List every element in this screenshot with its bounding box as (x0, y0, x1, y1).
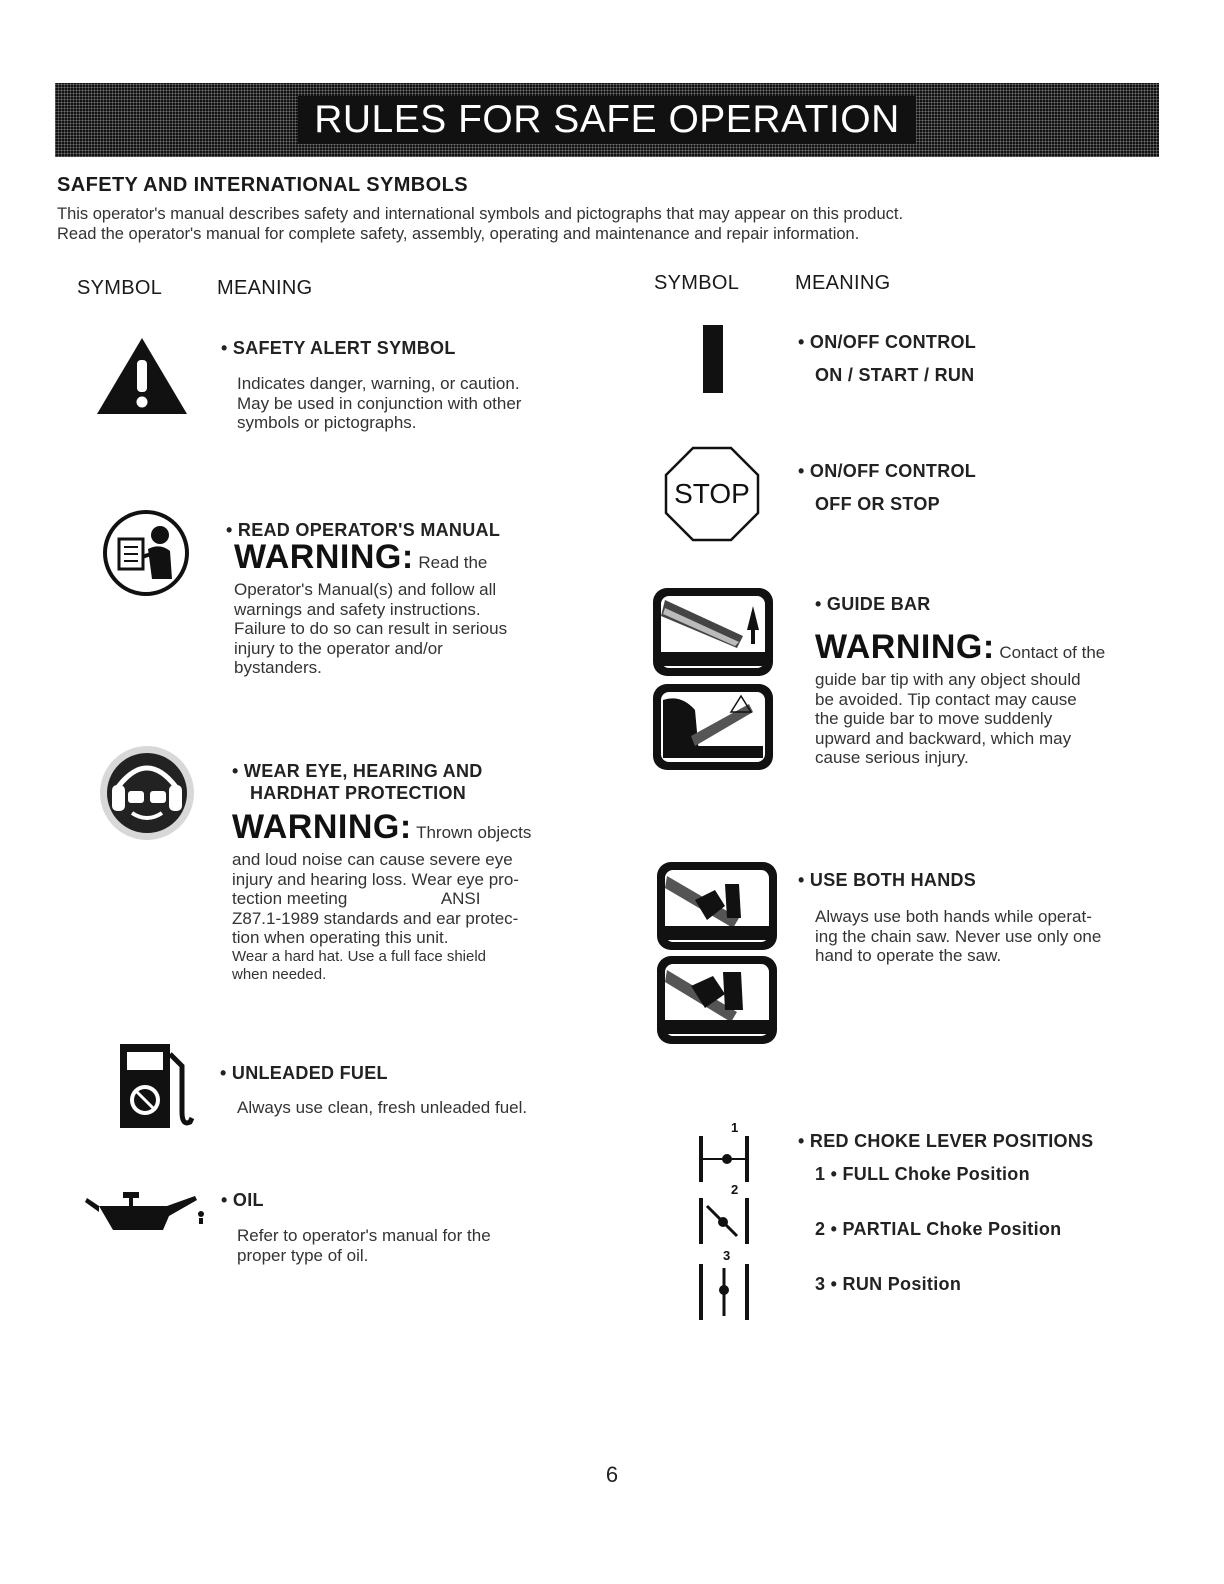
choke-lever-positions-icon (693, 1118, 757, 1324)
read-manual-icon (102, 507, 190, 599)
warning-line (234, 540, 507, 580)
text-line: be avoided. Tip contact may cause (815, 689, 1077, 709)
text-line: hand to operate the saw. (815, 946, 1002, 965)
text-line: injury to the operator and/or (234, 638, 443, 658)
warning-text: Contact of the (999, 643, 1106, 662)
eye-hearing-hardhat-icon (98, 743, 196, 843)
text-line: May be used in conjunction with other (237, 393, 522, 413)
text-line: bystanders. (234, 658, 322, 677)
fuel-pump-icon (116, 1040, 200, 1132)
text-line: Wear a hard hat. Use a full face shield (232, 947, 487, 965)
both-hands-description (815, 907, 1101, 966)
text-line: Indicates danger, warning, or caution. (237, 374, 520, 393)
protection-warning (232, 810, 531, 984)
oil-title: • OIL (221, 1190, 264, 1210)
title-banner (55, 83, 1159, 157)
guide-bar-warning (815, 630, 1105, 768)
warning-text: Read the (418, 553, 488, 572)
choke-position-number-3: 3 (723, 1248, 731, 1263)
text-line: when needed. (232, 965, 327, 983)
warning-label: WARNING: (232, 808, 412, 846)
both-hands-icon (655, 860, 779, 1046)
choke-title: • RED CHOKE LEVER POSITIONS (798, 1131, 1094, 1151)
text-line: Operator's Manual(s) and follow all (234, 580, 497, 599)
on-bar-icon (697, 323, 729, 395)
oil-description (237, 1226, 491, 1265)
choke-position-number-2: 2 (731, 1182, 739, 1197)
read-manual-title: • READ OPERATOR'S MANUAL (226, 520, 501, 540)
intro-line-2: Read the operator's manual for complete safety, assembly, operating and maintenance and repair information. (57, 225, 860, 243)
choke-position-2: 2 • PARTIAL Choke Position (815, 1219, 1062, 1239)
text-line: Refer to operator's manual for the (237, 1226, 491, 1245)
text-line: the guide bar to move suddenly (815, 709, 1053, 728)
text-line: ing the chain saw. Never use only one (815, 926, 1102, 946)
text-line: warnings and safety instructions. (234, 599, 481, 619)
title-line: • WEAR EYE, HEARING AND (232, 761, 483, 781)
safety-alert-title: • SAFETY ALERT SYMBOL (221, 338, 456, 358)
banner-title: RULES FOR SAFE OPERATION (298, 96, 916, 144)
stop-sign-icon (663, 445, 761, 543)
page-number: 6 (605, 1462, 619, 1487)
text-line: proper type of oil. (237, 1245, 369, 1265)
choke-position-1: 1 • FULL Choke Position (815, 1164, 1030, 1184)
both-hands-title: • USE BOTH HANDS (798, 870, 977, 890)
choke-position-3: 3 • RUN Position (815, 1274, 962, 1294)
text-line: guide bar tip with any object should (815, 670, 1081, 689)
stop-sign-text: STOP (674, 478, 750, 509)
text-line: cause serious injury. (815, 748, 969, 767)
warning-text: Thrown objects (416, 823, 532, 842)
choke-position-number-1: 1 (731, 1120, 739, 1135)
text-line: Always use both hands while operat- (815, 907, 1092, 926)
intro-line-1: This operator's manual describes safety and international symbols and pictographs that may appear on this product. (57, 205, 904, 223)
safety-alert-icon (95, 336, 189, 416)
on-control-title: • ON/OFF CONTROL (798, 332, 977, 352)
text-line: symbols or pictographs. (237, 413, 417, 432)
section-title: SAFETY AND INTERNATIONAL SYMBOLS (57, 174, 468, 196)
fuel-title: • UNLEADED FUEL (220, 1063, 388, 1083)
warning-line (232, 810, 531, 850)
oil-can-icon (83, 1188, 211, 1232)
warning-label: WARNING: (815, 628, 995, 666)
text-line: Z87.1-1989 standards and ear protec- (232, 908, 519, 928)
left-meaning-header: MEANING (217, 277, 313, 299)
text-line: injury and hearing loss. Wear eye pro- (232, 869, 519, 889)
guide-bar-title: • GUIDE BAR (815, 594, 931, 614)
off-control-subtitle: OFF OR STOP (815, 494, 940, 514)
on-control-subtitle: ON / START / RUN (815, 365, 975, 385)
text-line: and loud noise can cause severe eye (232, 850, 513, 869)
guide-bar-kickback-icon (651, 586, 775, 772)
text-line: tection meeting ANSI (232, 889, 481, 908)
safety-alert-description (237, 374, 521, 433)
text-line: upward and backward, which may (815, 728, 1072, 748)
right-meaning-header: MEANING (795, 272, 891, 294)
section-intro (57, 204, 1167, 244)
left-symbol-header: SYMBOL (77, 277, 163, 299)
text-line: tion when operating this unit. (232, 928, 449, 947)
off-control-title: • ON/OFF CONTROL (798, 461, 977, 481)
protection-title (232, 760, 483, 804)
warning-label: WARNING: (234, 538, 414, 576)
fuel-description: Always use clean, fresh unleaded fuel. (237, 1098, 528, 1117)
right-symbol-header: SYMBOL (654, 272, 740, 294)
text-line: Failure to do so can result in serious (234, 619, 508, 638)
warning-line (815, 630, 1105, 670)
read-manual-warning (234, 540, 507, 678)
title-line: HARDHAT PROTECTION (250, 783, 467, 803)
